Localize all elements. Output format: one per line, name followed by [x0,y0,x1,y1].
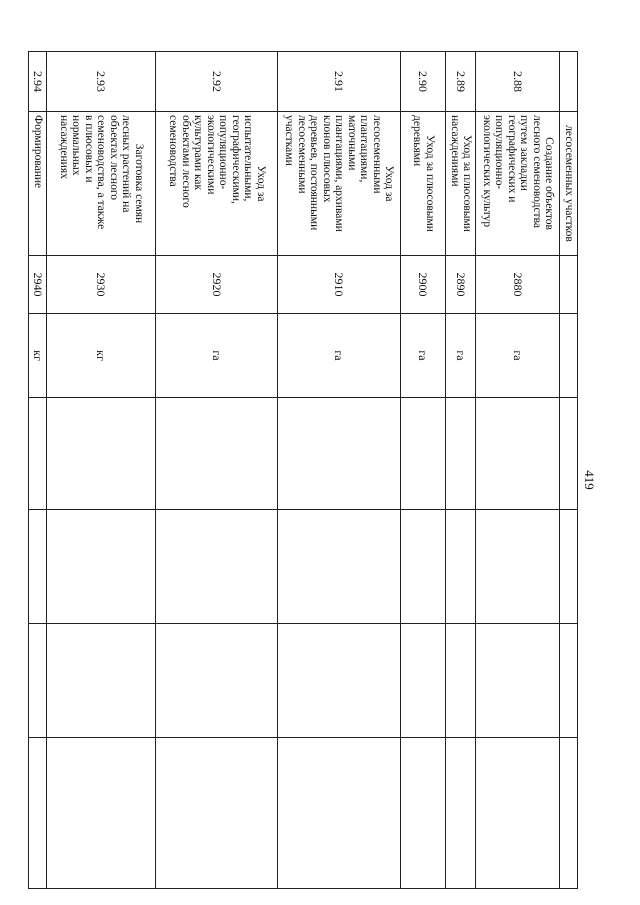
name-line: лесосеменными [370,115,383,194]
name-line: географическими, [229,115,242,204]
empty-cell [29,398,47,510]
empty-cell [400,624,446,738]
empty-cell [156,738,278,889]
code-cell: 2.94 [29,52,47,112]
empty-cell [156,510,278,624]
empty-cell [400,510,446,624]
name-line: в плюсовых и [82,115,95,183]
empty-cell [476,738,560,889]
name-line: нормальных [70,115,83,176]
table-row [278,52,401,889]
unit-cell: га [156,314,278,398]
name-line: культурами как [192,115,205,191]
num-cell: 2920 [156,256,278,314]
empty-cell [446,624,476,738]
unit-cell [559,314,577,398]
name-line: путем закладки [518,115,531,191]
num-cell [559,256,577,314]
page-number: 419 [582,470,597,490]
empty-cell [446,510,476,624]
name-line: экологическими [204,115,217,195]
name-line: Формирование [31,115,44,189]
empty-cell [29,624,47,738]
name-line: лесных растений на [120,115,133,213]
empty-cell [278,624,401,738]
code-cell: 2.92 [156,52,278,112]
num-cell: 2910 [278,256,401,314]
table-row [29,52,47,889]
name-line: плантациями, [358,115,371,183]
name-cell: лесосеменных участков [559,112,577,256]
empty-cell [476,624,560,738]
name-line: насаждениями [448,115,461,187]
empty-cell [559,398,577,510]
name-line: объектами лесного [179,115,192,208]
name-cell [446,112,476,256]
name-cell [156,112,278,256]
name-line: участками [283,115,296,166]
name-line: популяционно- [493,115,506,190]
empty-cell [47,738,156,889]
empty-cell [559,510,577,624]
name-line: насаждениях [57,115,70,179]
name-line: маточными [345,115,358,171]
name-line: Уход за [383,165,396,202]
name-line: семеноводства, а также [95,115,108,230]
empty-cell [559,738,577,889]
unit-cell: га [278,314,401,398]
empty-cell [400,398,446,510]
name-line: экологических культур [480,115,493,228]
empty-cell [476,510,560,624]
name-cell [29,112,47,256]
empty-cell [29,510,47,624]
forestry-table [28,51,578,889]
name-line: Создание объектов [543,137,556,230]
table-row [476,52,560,889]
empty-cell [559,624,577,738]
name-line: объектах лесного [107,115,120,201]
name-line: Заготовка семян [132,143,145,224]
empty-cell [29,738,47,889]
empty-cell [278,398,401,510]
rotated-table-container [28,51,578,888]
table-wrapper [28,51,578,888]
unit-cell: кг [29,314,47,398]
unit-cell: га [446,314,476,398]
empty-cell [278,738,401,889]
name-line: географических и [505,115,518,203]
table-row [446,52,476,889]
name-line: лесосеменными [295,115,308,194]
name-line: Уход за плюсовыми [461,135,474,232]
name-line: клонов плюсовых [320,115,333,203]
empty-cell [400,738,446,889]
empty-cell [156,398,278,510]
table-row [156,52,278,889]
name-cell [476,112,560,256]
code-cell: 2.88 [476,52,560,112]
num-cell: 2940 [29,256,47,314]
empty-cell [278,510,401,624]
empty-cell [47,510,156,624]
num-cell: 2890 [446,256,476,314]
empty-cell [47,398,156,510]
code-cell: 2.93 [47,52,156,112]
name-line: деревьями [411,115,424,167]
code-cell: 2.90 [400,52,446,112]
name-cell [278,112,401,256]
code-cell: 2.89 [446,52,476,112]
empty-cell [476,398,560,510]
empty-cell [156,624,278,738]
name-line: семеноводства [167,115,180,187]
code-cell [559,52,577,112]
empty-cell [47,624,156,738]
unit-cell: га [400,314,446,398]
table-row [400,52,446,889]
name-cell [47,112,156,256]
unit-cell: кг [47,314,156,398]
num-cell: 2930 [47,256,156,314]
num-cell: 2880 [476,256,560,314]
name-line: Уход за плюсовыми [423,135,436,232]
empty-cell [446,398,476,510]
name-cell [400,112,446,256]
name-line: деревьев, постоянными [308,115,321,231]
name-line: популяционно- [217,115,230,190]
table-row [47,52,156,889]
name-line: испытательными, [242,115,255,202]
name-line: плантациями, архивами [333,115,346,232]
empty-cell [446,738,476,889]
name-line: лесного семеноводства [530,115,543,228]
code-cell: 2.91 [278,52,401,112]
unit-cell: га [476,314,560,398]
num-cell: 2900 [400,256,446,314]
name-line: Уход за [254,165,267,202]
table-row [559,52,577,889]
